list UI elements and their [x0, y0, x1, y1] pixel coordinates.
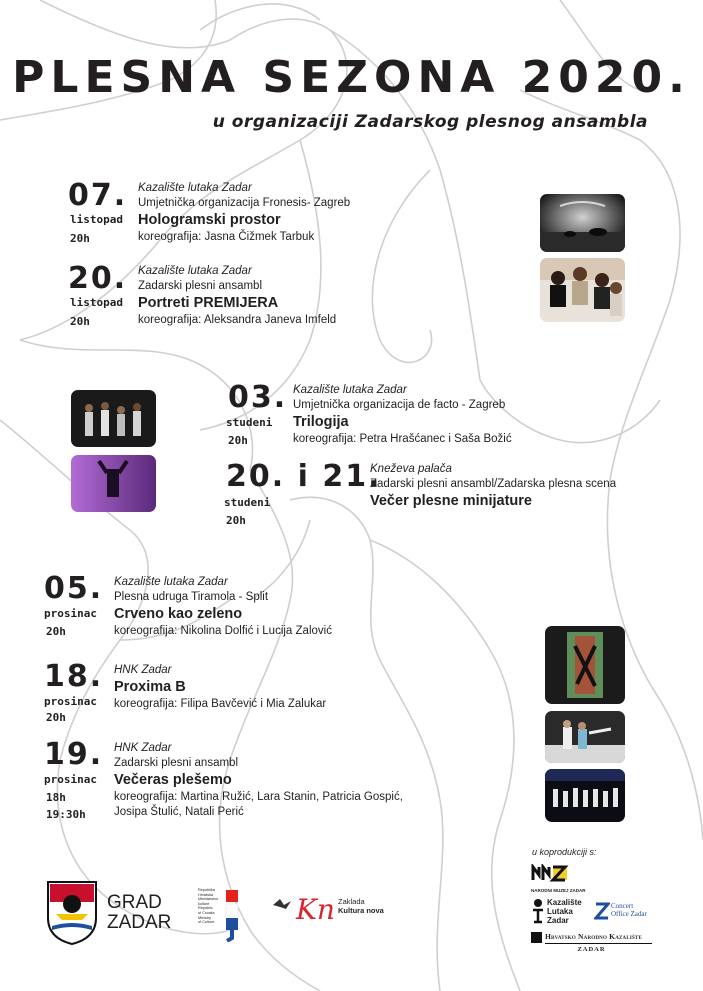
event-info: [138, 264, 336, 328]
event-show-title: Crveno kao zeleno: [114, 606, 243, 622]
grad-word: GRAD: [107, 892, 162, 913]
poster-subtitle: u organizaciji Zadarskog plesnog ansambla: [212, 112, 648, 132]
event-photo-trilogija: [71, 390, 156, 447]
event-choreography: koreografija: Aleksandra Janeva Imfeld: [138, 314, 337, 326]
event-choreography: koreografija: Jasna Čižmek Tarbuk: [138, 231, 315, 243]
kazaliste-lutaka-line1: Kazalište: [547, 898, 582, 907]
concert-office-line2: Office Zadar: [611, 910, 647, 918]
event-photo-proxima-b: [545, 711, 625, 763]
poster-title: PLESNA SEZONA 2020.: [12, 52, 691, 103]
event-venue: Kazalište lutaka Zadar: [138, 265, 252, 277]
hnk-zadar-logo: [531, 932, 652, 956]
narodni-muzej-text: NARODNI MUZEJ ZADAR: [531, 888, 586, 893]
ministry-line4: kulture: [198, 901, 210, 906]
ministry-line5: Republic: [198, 906, 213, 911]
event-venue: Kazalište lutaka Zadar: [138, 182, 252, 194]
kazaliste-lutaka-line2: Lutaka: [547, 907, 573, 916]
event-photo-veceras-plesemo: [545, 769, 625, 822]
event-time: 20h: [46, 711, 66, 724]
event-info: [114, 741, 403, 820]
event-time: 20h: [70, 315, 90, 328]
event-show-title: Večeras plešemo: [114, 772, 232, 788]
event-month: listopad: [70, 296, 123, 309]
concert-office-zadar-logo: [594, 900, 654, 924]
ministry-line3: Ministarstvo: [198, 897, 219, 902]
coproduction-label: u koprodukciji s:: [532, 847, 597, 857]
event-time-second: 19:30h: [46, 808, 86, 821]
event-photo-crveno-kao-zeleno: [545, 626, 625, 704]
event-month: prosinac: [44, 773, 97, 786]
event-info: [370, 462, 616, 511]
event-time: 20h: [46, 625, 66, 638]
event-info: [114, 663, 326, 712]
hnk-name: Hrvatsko Narodno Kazalište: [545, 932, 643, 941]
ministry-line2: Hrvatska: [198, 892, 213, 897]
event-choreography: koreografija: Martina Ružić, Lara Stanin, Patricia Gospić,: [114, 791, 403, 803]
ministry-line8: of Culture: [198, 920, 215, 925]
event-venue: Kneževa palača: [370, 463, 452, 475]
event-organizer: Zadarski plesni ansambl: [138, 280, 263, 292]
event-show-title: Trilogija: [293, 414, 349, 430]
event-info: [293, 383, 512, 447]
kn-letters: Kn: [296, 893, 335, 926]
event-time: 18h: [46, 791, 66, 804]
event-venue: HNK Zadar: [114, 664, 172, 676]
event-day: 20.: [68, 261, 128, 296]
event-photo-hologramski: [540, 194, 625, 252]
event-venue: HNK Zadar: [114, 742, 172, 754]
event-day: 18.: [44, 659, 104, 694]
ministry-line6: of Croatia: [198, 910, 215, 915]
kazaliste-lutaka-line3: Zadar: [547, 916, 569, 925]
event-choreography: koreografija: Nikolina Dolfić i Lucija Zalović: [114, 625, 332, 637]
narodni-muzej-zadar-logo: [531, 864, 591, 893]
event-month: studeni: [224, 496, 271, 509]
kazaliste-lutaka-zadar-logo: [531, 898, 593, 930]
event-month: studeni: [226, 416, 273, 429]
event-choreography: koreografija: Filipa Bavčević i Mia Zalukar: [114, 698, 327, 710]
event-day: 03.: [228, 380, 288, 415]
event-choreography-continued: Josipa Štulić, Natali Perić: [114, 806, 244, 818]
event-photo-portreti: [540, 258, 625, 322]
zadar-word: ZADAR: [107, 912, 172, 933]
event-time: 20h: [70, 232, 90, 245]
event-time: 20h: [228, 434, 248, 447]
kultura-nova-logo: [272, 893, 382, 933]
event-choreography: koreografija: Petra Hrašćanec i Saša Božić: [293, 433, 512, 445]
zaklada-word: Zaklada: [338, 897, 365, 906]
hnk-city: ZADAR: [577, 946, 606, 953]
event-venue: Kazalište lutaka Zadar: [293, 384, 407, 396]
concert-office-line1: Concert: [611, 902, 634, 910]
event-month: prosinac: [44, 695, 97, 708]
event-info: [114, 575, 332, 639]
event-organizer: Umjetnička organizacija de facto - Zagreb: [293, 399, 506, 411]
event-venue: Kazalište lutaka Zadar: [114, 576, 228, 588]
event-organizer: Zadarski plesni ansambl: [114, 757, 239, 769]
event-day: 20. i 21.: [226, 459, 382, 494]
event-day: 05.: [44, 571, 104, 606]
event-organizer: Zadarski plesni ansambl/Zadarska plesna scena: [370, 478, 617, 490]
event-day: 07.: [68, 178, 128, 213]
ministry-line7: Ministry: [198, 915, 212, 920]
event-day: 19.: [44, 737, 104, 772]
event-month: listopad: [70, 213, 123, 226]
grad-zadar-coat-of-arms: [46, 880, 98, 945]
kultura-nova-word: Kultura nova: [338, 906, 384, 915]
ministry-line1: Republika: [198, 888, 215, 892]
event-show-title: Portreti PREMIJERA: [138, 295, 279, 311]
ministry-of-culture-logo: [198, 888, 246, 944]
event-photo-vecer-plesne-minijature: [71, 455, 156, 512]
event-organizer: Plesna udruga Tiramola - Split: [114, 591, 269, 603]
event-show-title: Večer plesne minijature: [370, 493, 532, 509]
event-organizer: Umjetnička organizacija Fronesis- Zagreb: [138, 197, 351, 209]
event-info: [138, 181, 350, 245]
event-month: prosinac: [44, 607, 97, 620]
event-time: 20h: [226, 514, 246, 527]
event-show-title: Hologramski prostor: [138, 212, 281, 228]
grad-zadar-wordmark: [107, 893, 171, 933]
event-show-title: Proxima B: [114, 679, 186, 695]
